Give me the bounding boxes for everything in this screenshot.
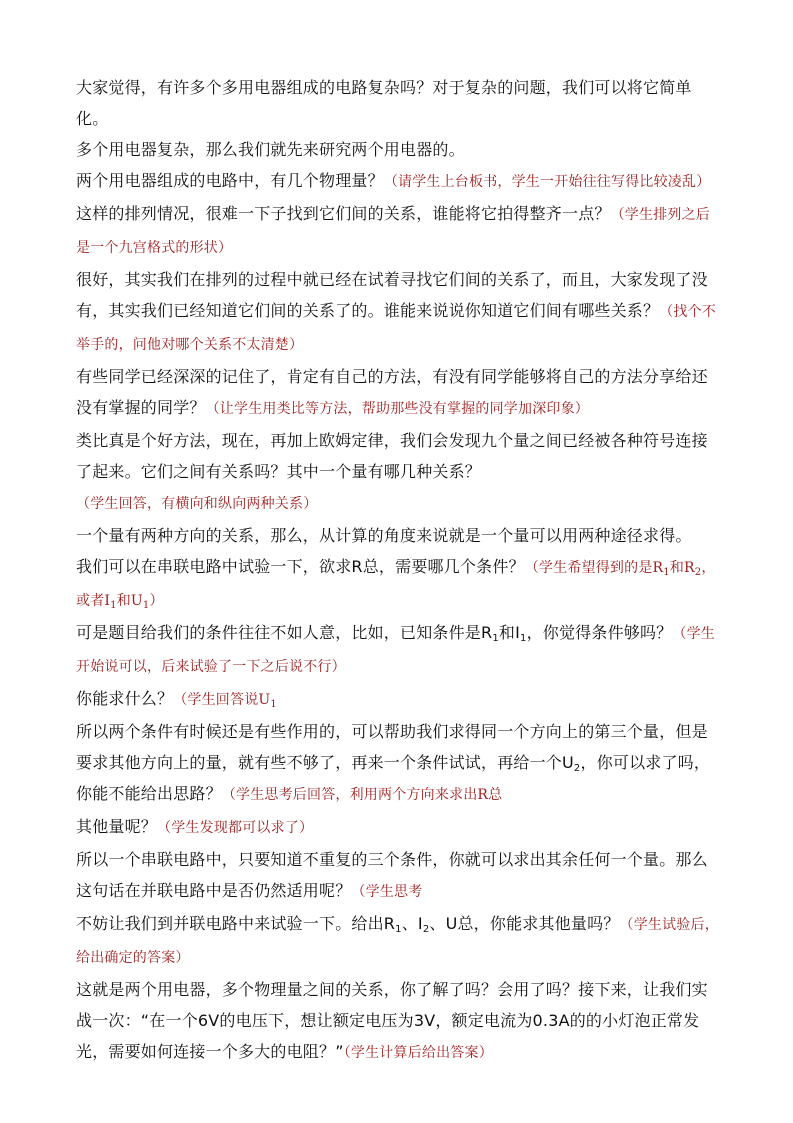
paragraph-text: 很好，其实我们在排列的过程中就已经在试着寻找它们间的关系了，而且，大家发现了没有，其实我们已经知道它们间的关系了的。谁能来说说你知道它们间有哪些关系？ — [76, 270, 708, 320]
paragraph — [76, 165, 722, 198]
paragraph — [76, 198, 722, 264]
paragraph-text: 大家觉得，有许多个多用电器组成的电路复杂吗？对于复杂的问题，我们可以将它简单化。 — [76, 78, 692, 128]
teacher-note: （学生思考后回答，利用两个方向来求出R总 — [221, 787, 503, 803]
teacher-note: （学生回答，有横向和纵向两种关系） — [76, 496, 318, 512]
paragraph-text: 这就是两个用电器，多个物理量之间的关系，你了解了吗？会用了吗？接下来，让我们实战一次：“在一个6V的电压下，想让额定电压为3V，额定电流为0.3A的的小灯泡正常发光，需要如何连接一个多大的电阻？” — [76, 980, 708, 1061]
paragraph-text: 所以一个串联电路中，只要知道不重复的三个条件，你就可以求出其余任何一个量。那么这句话在并联电路中是否仍然适用呢？ — [76, 850, 708, 900]
paragraph-text: 我们可以在串联电路中试验一下，欲求R总，需要哪几个条件？ — [76, 557, 525, 576]
paragraph — [76, 908, 722, 974]
paragraph-text: 所以两个条件有时候还是有些作用的，可以帮助我们求得同一个方向上的第三个量，但是要求其他方向上的量，就有些不够了，再来一个条件试试，再给一个$U_2$，你可以求了吗，你能不能给出思路？ — [76, 722, 711, 803]
teacher-note: （学生希望得到的是$R_1$和$R_2$，或者$I_1$和$U_1$） — [76, 560, 716, 611]
paragraph — [76, 811, 722, 844]
paragraph — [76, 716, 722, 811]
paragraph-text: 两个用电器组成的电路中，有几个物理量？ — [76, 171, 384, 190]
paragraph — [76, 617, 722, 683]
teacher-note: （请学生上台板书，学生一开始往往写得比较凌乱） — [383, 174, 711, 190]
teacher-note: （学生发现都可以求了） — [157, 820, 314, 836]
teacher-note: （学生计算后给出答案） — [343, 1045, 493, 1061]
paragraph-text: 你能求什么？ — [76, 689, 174, 708]
paragraph-text: 不妨让我们到并联电路中来试验一下。给出$R_1$、$I_2$、U总，你能求其他量吗？ — [76, 914, 620, 935]
teacher-note: （让学生用类比等方法，帮助那些没有掌握的同学加深印象） — [205, 401, 590, 417]
teacher-note: （学生试验后，给出确定的答案） — [76, 917, 719, 966]
paragraph — [76, 844, 722, 908]
paragraph-text: 类比真是个好方法，现在，再加上欧姆定律，我们会发现九个量之间已经被各种符号连接了起来。它们之间有关系吗？其中一个量有哪几种关系？ — [76, 431, 708, 481]
paragraph — [76, 520, 722, 551]
paragraph-text: 一个量有两种方向的关系，那么，从计算的角度来说就是一个量可以用两种途径求得。 — [76, 526, 692, 545]
paragraph-text: 这样的排列情况，很难一下子找到它们间的关系，谁能将它拍得整齐一点？ — [76, 204, 611, 223]
paragraph-text: 其他量呢？ — [76, 817, 158, 836]
document-body — [76, 72, 722, 1069]
paragraph — [76, 134, 722, 165]
teacher-note: （学生思考 — [351, 884, 423, 900]
paragraph — [76, 683, 722, 716]
teacher-note: （找个不举手的，问他对哪个关系不太清楚） — [76, 304, 717, 353]
paragraph-text: 可是题目给我们的条件往往不如人意，比如，已知条件是$R_1$和$I_1$，你觉得条件够吗？ — [76, 623, 673, 644]
paragraph — [76, 264, 722, 361]
paragraph — [76, 974, 722, 1069]
teacher-note: （学生开始说可以，后来试验了一下之后说不行） — [76, 626, 715, 675]
paragraph-text: 多个用电器复杂，那么我们就先来研究两个用电器的。 — [76, 140, 465, 159]
teacher-note: （学生回答说$U_1$ — [173, 692, 277, 710]
teacher-note: （学生排列之后是一个九宫格式的形状） — [76, 207, 711, 256]
paragraph — [76, 425, 722, 520]
paragraph — [76, 72, 722, 134]
paragraph — [76, 551, 722, 617]
paragraph — [76, 361, 722, 425]
paragraph-text: 有些同学已经深深的记住了，肯定有自己的方法，有没有同学能够将自己的方法分享给还没有掌握的同学？ — [76, 367, 708, 417]
